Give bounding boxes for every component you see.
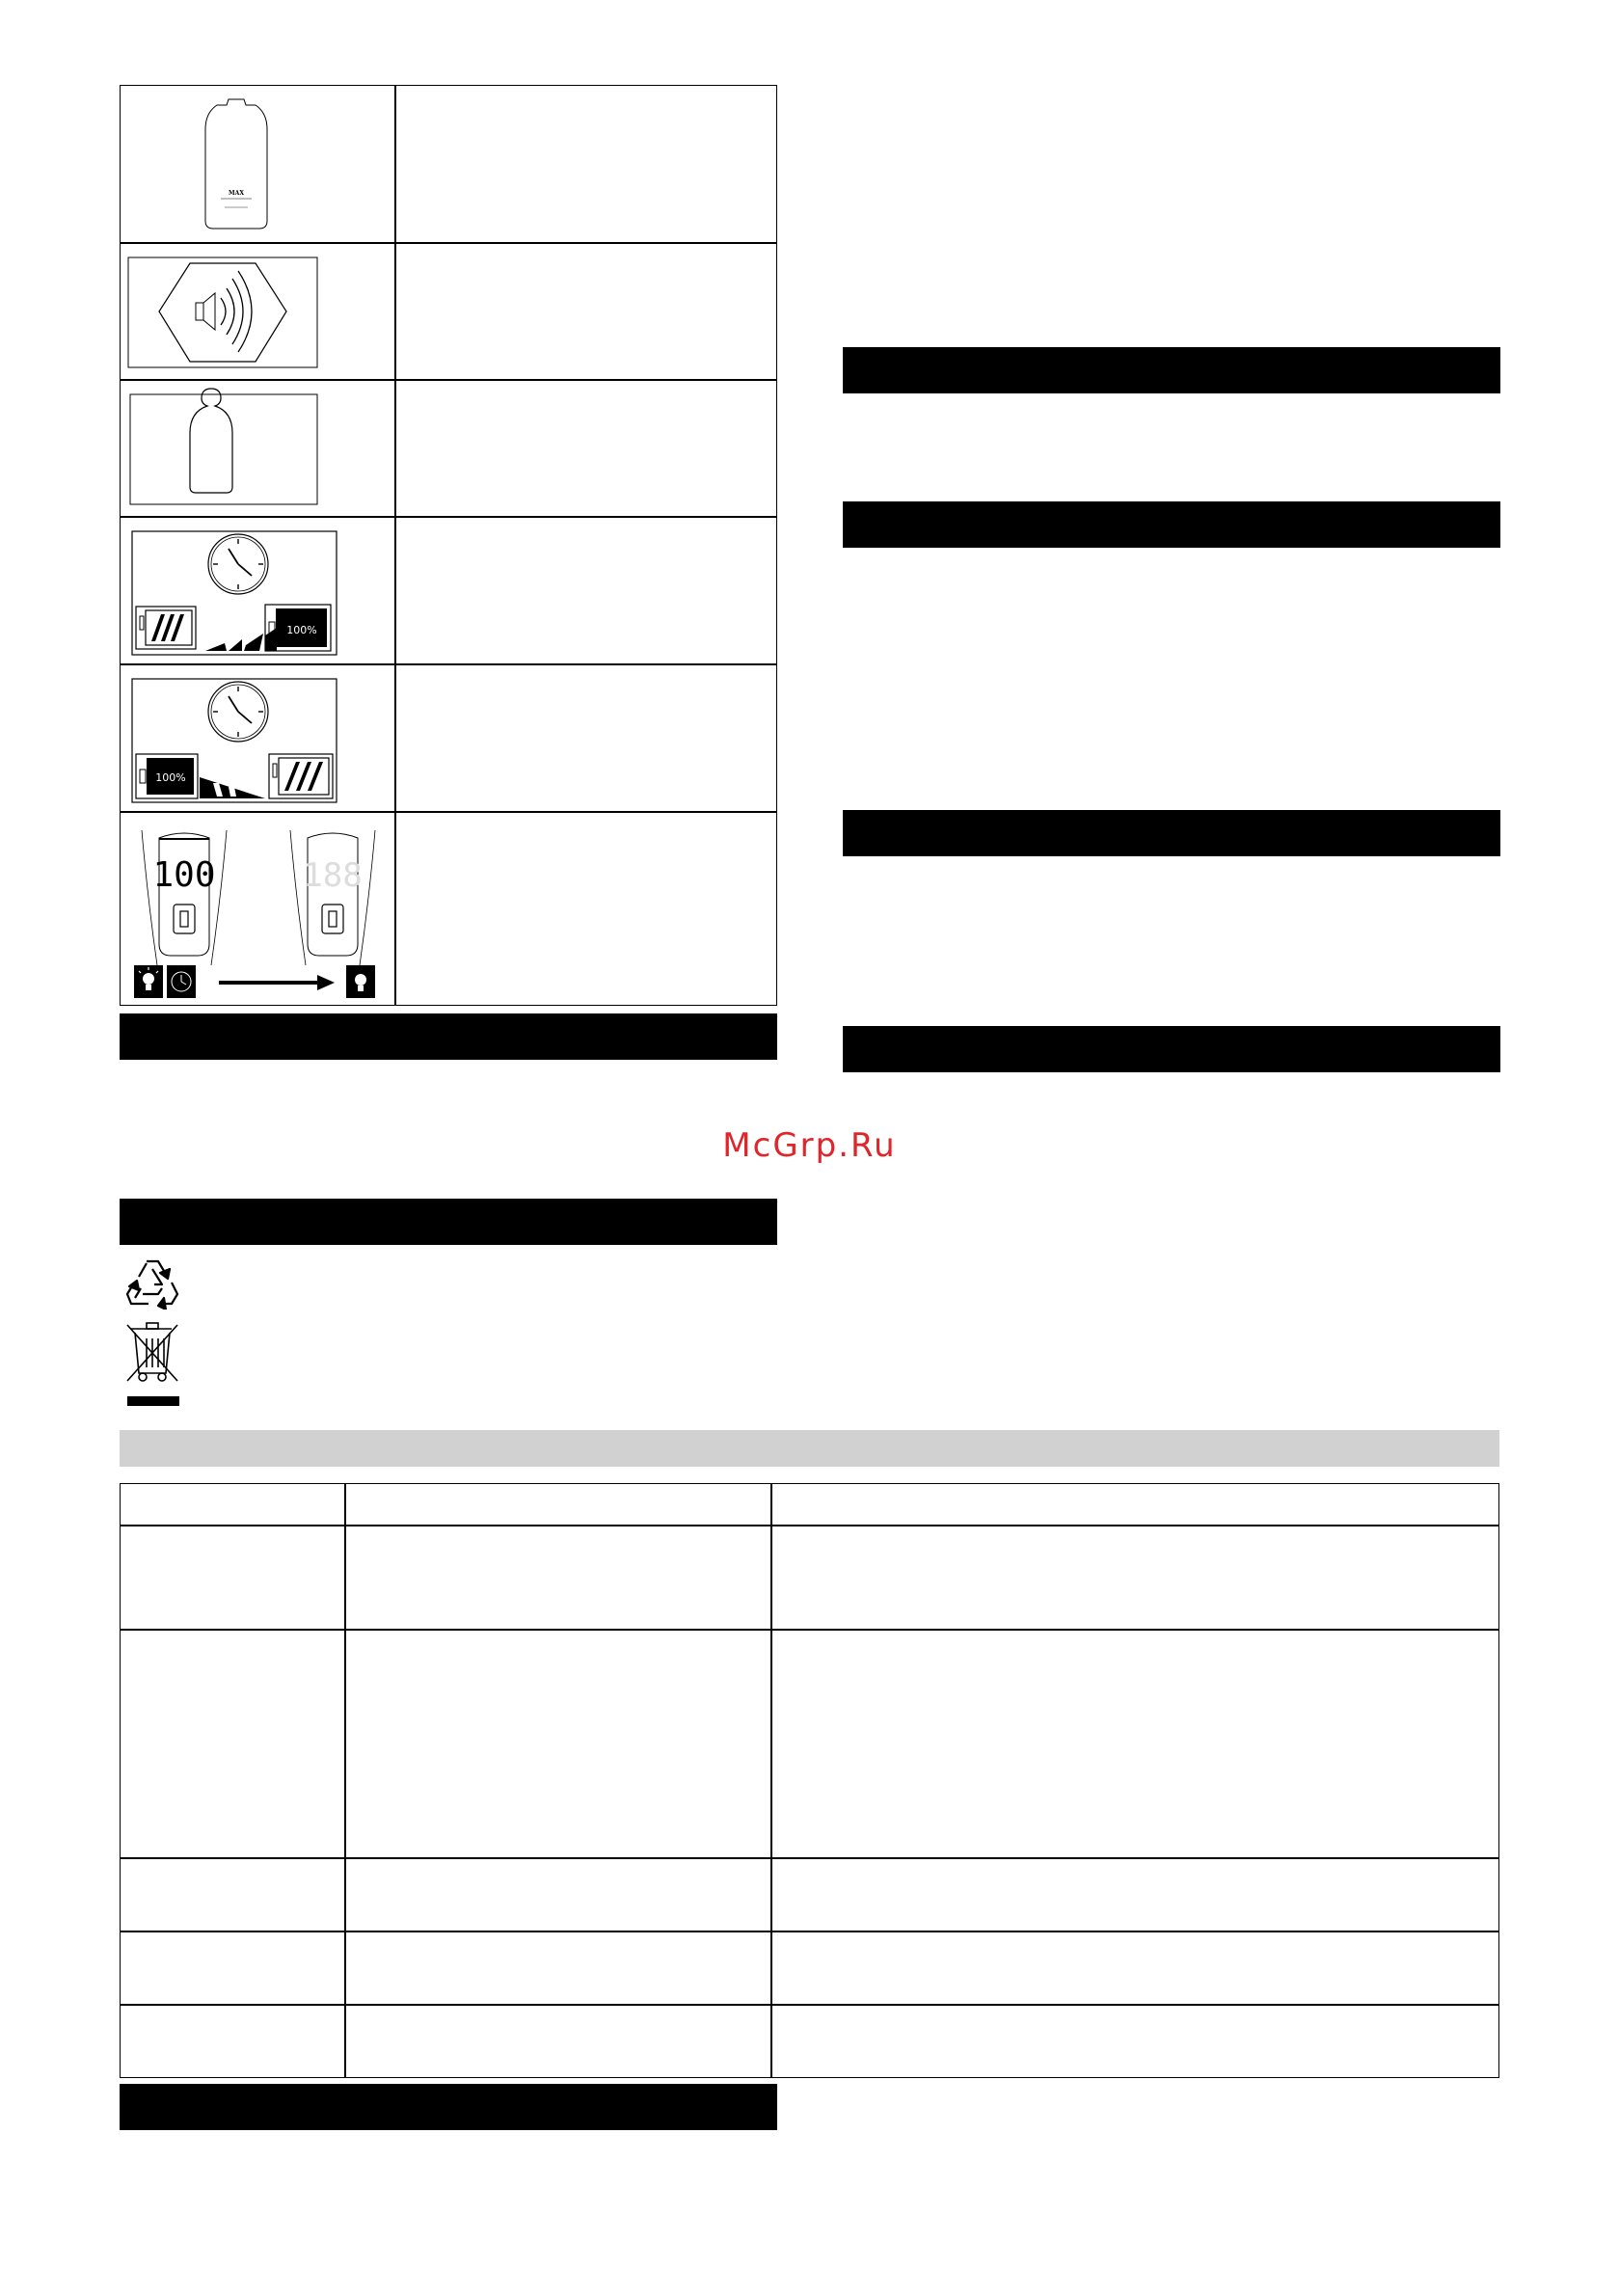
watermark-text: McGrp.Ru: [722, 1126, 897, 1165]
sound-hexagon-icon: [121, 242, 394, 379]
charge-full-label: 100%: [286, 624, 317, 636]
table-row-line: [121, 1629, 1498, 1631]
weight-icon: [121, 379, 394, 516]
section-header-bar: [843, 347, 1500, 393]
section-header-bar: [120, 2084, 777, 2130]
table-row-line: [121, 1857, 1498, 1859]
section-header-bar: [843, 501, 1500, 548]
recycling-icon: [120, 1256, 187, 1310]
bottle-max-label: MAX: [229, 190, 244, 197]
section-header-bar: [843, 1026, 1500, 1072]
section-header-bar: [120, 1013, 777, 1060]
table-row-line: [121, 2004, 1498, 2006]
charging-time-icon: [121, 516, 394, 663]
operating-time-icon: [121, 663, 394, 811]
table-column-line: [344, 1484, 346, 2077]
troubleshooting-table: [120, 1483, 1499, 2078]
table-row-line: [121, 1931, 1498, 1932]
discharge-full-label: 100%: [155, 771, 186, 784]
section-header-bar: [120, 1199, 777, 1245]
display-reading-off: 188: [303, 856, 363, 895]
symbol-table-divider: [394, 86, 396, 1005]
section-header-bar: [843, 810, 1500, 856]
table-column-line: [770, 1484, 772, 2077]
table-title-bar: [120, 1430, 1499, 1467]
display-standby-icon: [121, 811, 394, 1007]
table-row-line: [121, 1525, 1498, 1526]
display-reading: 100: [152, 855, 216, 895]
crossed-out-bin-icon: [120, 1319, 187, 1408]
symbol-table: [120, 85, 777, 1006]
bottle-max-icon: [121, 86, 394, 242]
